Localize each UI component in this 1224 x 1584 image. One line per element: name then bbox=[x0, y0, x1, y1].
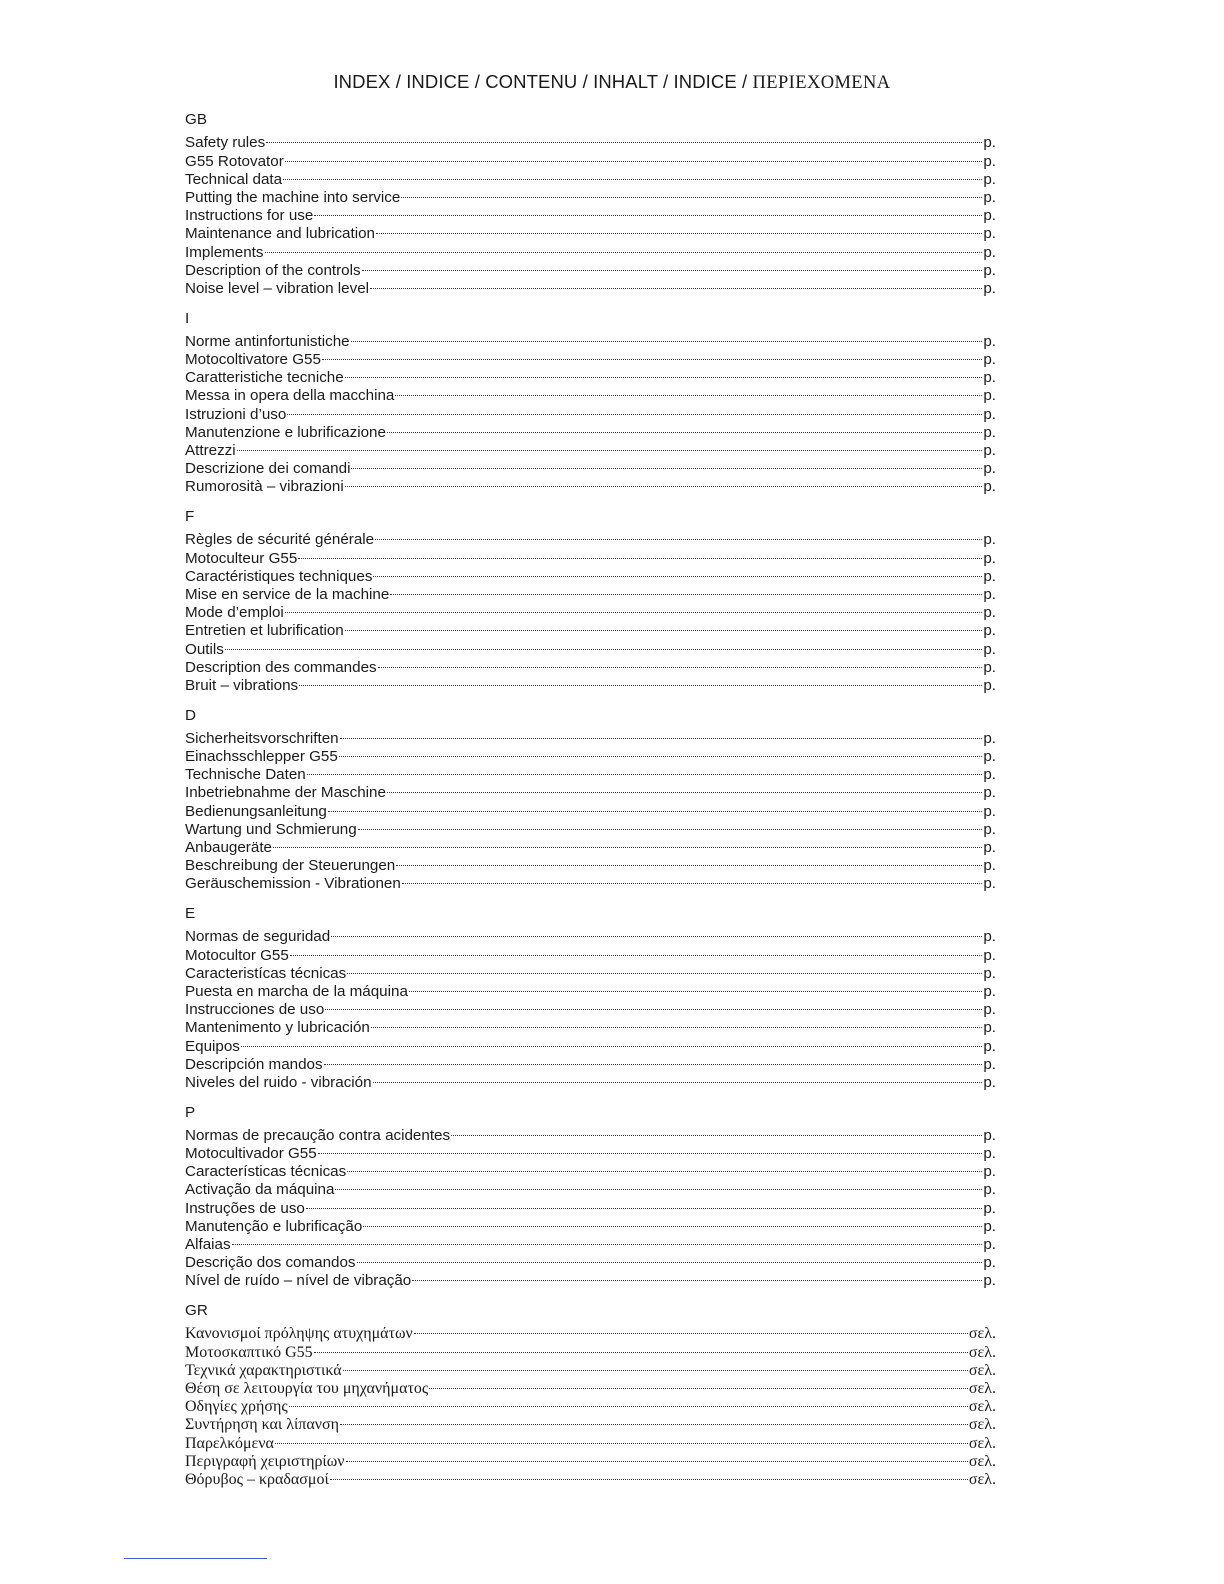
toc-entry-page-label: p. bbox=[983, 1073, 996, 1091]
dot-leader bbox=[298, 544, 982, 562]
dot-leader bbox=[451, 1122, 982, 1140]
toc-entry-title: G55 Rotovator bbox=[185, 152, 284, 170]
toc-entry-page-label: σελ. bbox=[968, 1434, 996, 1452]
toc-entry-title: Equipos bbox=[185, 1037, 240, 1055]
toc-entry-page-label: p. bbox=[983, 351, 996, 369]
toc-entry bbox=[185, 563, 996, 585]
dot-leader bbox=[357, 1249, 983, 1267]
toc-entry-page-label: p. bbox=[983, 1055, 996, 1073]
toc-entry-title: Alfaias bbox=[185, 1236, 231, 1253]
toc-entry-title: Technische Daten bbox=[185, 766, 306, 784]
dot-leader bbox=[299, 672, 982, 690]
toc-entry bbox=[185, 147, 996, 170]
toc-entry-page-label: p. bbox=[983, 1145, 996, 1163]
dot-leader bbox=[396, 852, 982, 870]
toc-entry bbox=[185, 779, 996, 802]
toc-entry bbox=[185, 400, 996, 423]
toc-entry-title: Θέση σε λειτουργία του μηχανήματος bbox=[185, 1379, 429, 1397]
toc-entry-page-label: p. bbox=[983, 622, 996, 640]
toc-entry-title: Instruções de uso bbox=[185, 1199, 305, 1217]
toc-entry-page-label: p. bbox=[983, 1181, 996, 1199]
toc-section-f bbox=[185, 508, 996, 707]
toc-entry bbox=[185, 1032, 996, 1055]
toc-entry bbox=[185, 419, 996, 441]
dot-leader bbox=[343, 1357, 968, 1375]
dot-leader bbox=[339, 743, 983, 761]
toc-entry-title: Instrucciones de uso bbox=[185, 1001, 325, 1019]
toc-entry-title: Norme antinfortunistiche bbox=[185, 332, 350, 350]
dot-leader bbox=[237, 437, 983, 455]
toc-entry-title: Outils bbox=[185, 640, 224, 658]
toc-entry-title: Activação da máquina bbox=[185, 1181, 335, 1199]
toc-entry-page-label: p. bbox=[983, 1001, 996, 1019]
toc-entry-title: Normas de precaução contra acidentes bbox=[185, 1126, 451, 1144]
page-title bbox=[0, 71, 1224, 94]
dot-leader bbox=[345, 617, 983, 635]
toc-entry-page-label: p. bbox=[983, 170, 996, 188]
toc-entry-title: Κανονισμοί πρόληψης ατυχημάτων bbox=[185, 1325, 413, 1343]
toc-entry-title: Παρελκόμενα bbox=[185, 1434, 274, 1452]
toc-entry bbox=[185, 852, 996, 875]
dot-leader bbox=[370, 275, 982, 293]
toc-entry-page-label: p. bbox=[983, 423, 996, 441]
table-of-contents bbox=[185, 111, 996, 1501]
dot-leader bbox=[289, 1393, 968, 1411]
dot-leader bbox=[412, 1267, 982, 1285]
toc-entry-page-label: p. bbox=[983, 766, 996, 784]
toc-entry-title: Maintenance and lubrication bbox=[185, 225, 375, 243]
toc-entry-title: Motocultor G55 bbox=[185, 946, 289, 964]
section-language-code: P bbox=[185, 1103, 196, 1121]
toc-entry-title: Geräuschemission - Vibrationen bbox=[185, 875, 401, 893]
toc-entry bbox=[185, 437, 996, 459]
toc-entry-title: Caracteristícas técnicas bbox=[185, 964, 347, 982]
dot-leader bbox=[318, 1140, 983, 1158]
toc-entry-title: Caratteristiche tecniche bbox=[185, 369, 344, 387]
dot-leader bbox=[373, 563, 982, 581]
toc-entry-title: Bruit – vibrations bbox=[185, 676, 299, 694]
dot-leader bbox=[273, 834, 982, 852]
toc-entry bbox=[185, 544, 996, 567]
toc-entry-title: Wartung und Schmierung bbox=[185, 820, 357, 838]
toc-entry bbox=[185, 1122, 996, 1144]
toc-section-e bbox=[185, 905, 996, 1104]
toc-entry-title: Οδηγίες χρήσης bbox=[185, 1398, 288, 1416]
toc-entry-page-label: p. bbox=[983, 261, 996, 279]
section-language-code: GR bbox=[185, 1302, 208, 1319]
toc-entry-page-label: p. bbox=[983, 567, 996, 585]
toc-entry-page-label: p. bbox=[983, 478, 996, 496]
toc-entry-page-label: p. bbox=[983, 152, 996, 170]
page-title-latin: INDEX / INDICE / CONTENU / INHALT / INDICE / bbox=[333, 71, 753, 92]
section-language-code: E bbox=[185, 905, 196, 922]
toc-entry-page-label: p. bbox=[983, 405, 996, 423]
toc-entry-title: Normas de seguridad bbox=[185, 928, 331, 946]
dot-leader bbox=[306, 1194, 982, 1212]
toc-entry-title: Istruzioni d’uso bbox=[185, 405, 287, 423]
toc-entry-page-label: p. bbox=[983, 207, 996, 225]
toc-entry bbox=[185, 725, 996, 747]
dot-leader bbox=[376, 220, 982, 238]
section-language-code: GB bbox=[185, 111, 207, 128]
toc-section-p bbox=[185, 1104, 996, 1303]
toc-entry-title: Συντήρηση και λίπανση bbox=[185, 1416, 339, 1434]
toc-entry-page-label: p. bbox=[983, 982, 996, 1000]
toc-entry bbox=[185, 328, 996, 350]
toc-entry-title: Mise en service de la machine bbox=[185, 585, 390, 603]
toc-entry bbox=[185, 761, 996, 784]
toc-entry bbox=[185, 1249, 996, 1272]
toc-entry-title: Anbaugeräte bbox=[185, 839, 272, 856]
dot-leader bbox=[351, 455, 982, 473]
toc-entry-page-label: σελ. bbox=[968, 1343, 996, 1361]
dot-leader bbox=[395, 382, 982, 400]
toc-entry-title: Τεχνικά χαρακτηριστικά bbox=[185, 1361, 342, 1379]
dot-leader bbox=[401, 184, 982, 202]
toc-entry-title: Puesta en marcha de la máquina bbox=[185, 982, 408, 1000]
toc-entry-title: Θόρυβος – κραδασμοί bbox=[185, 1470, 329, 1488]
toc-entry-page-label: p. bbox=[983, 802, 996, 820]
toc-entry-page-label: p. bbox=[983, 1126, 996, 1144]
toc-entry-page-label: p. bbox=[983, 585, 996, 603]
dot-leader bbox=[275, 1429, 968, 1447]
toc-entry bbox=[185, 617, 996, 640]
toc-section-gb bbox=[185, 111, 996, 310]
toc-entry bbox=[185, 257, 996, 279]
dot-leader bbox=[314, 202, 982, 220]
toc-entry-title: Περιγραφή χειριστηρίων bbox=[185, 1452, 345, 1470]
dot-leader bbox=[330, 1466, 968, 1484]
toc-entry-page-label: p. bbox=[983, 946, 996, 964]
dot-leader bbox=[351, 328, 983, 346]
toc-entry-page-label: σελ. bbox=[968, 1325, 996, 1343]
toc-entry-page-label: p. bbox=[983, 1199, 996, 1217]
toc-entry-page-label: p. bbox=[983, 134, 996, 152]
toc-section-i bbox=[185, 310, 996, 509]
dot-leader bbox=[409, 978, 982, 996]
toc-entry bbox=[185, 129, 996, 152]
toc-entry-title: Attrezzi bbox=[185, 442, 236, 459]
toc-entry bbox=[185, 526, 996, 549]
toc-entry-page-label: p. bbox=[983, 243, 996, 261]
toc-entry bbox=[185, 635, 996, 658]
toc-entry-title: Características técnicas bbox=[185, 1163, 347, 1181]
toc-entry bbox=[185, 238, 996, 261]
toc-entry-title: Descrizione dei comandi bbox=[185, 460, 351, 478]
toc-entry-title: Sicherheitsvorschriften bbox=[185, 729, 339, 747]
toc-entry-page-label: p. bbox=[983, 658, 996, 676]
toc-entry-title: Motoculteur G55 bbox=[185, 549, 298, 567]
section-language-code: I bbox=[185, 309, 190, 327]
toc-entry-title: Mode d’emploi bbox=[185, 604, 284, 622]
toc-entry-title: Nível de ruído – nível de vibração bbox=[185, 1272, 412, 1290]
toc-entry-page-label: p. bbox=[983, 1236, 996, 1253]
toc-entry-page-label: p. bbox=[983, 604, 996, 622]
toc-entry bbox=[185, 599, 996, 622]
toc-entry-page-label: σελ. bbox=[968, 1470, 996, 1488]
toc-entry-page-label: p. bbox=[983, 549, 996, 567]
dot-leader bbox=[285, 147, 983, 165]
toc-entry-title: Motocoltivatore G55 bbox=[185, 351, 321, 369]
toc-entry bbox=[185, 834, 996, 856]
toc-entry bbox=[185, 184, 996, 206]
toc-entry-title: Safety rules bbox=[185, 134, 266, 152]
toc-entry-page-label: σελ. bbox=[968, 1398, 996, 1416]
dot-leader bbox=[328, 797, 982, 815]
toc-entry bbox=[185, 1051, 996, 1073]
toc-entry-page-label: p. bbox=[983, 839, 996, 856]
toc-entry-page-label: p. bbox=[983, 387, 996, 405]
dot-leader bbox=[347, 960, 982, 978]
dot-leader bbox=[314, 1338, 968, 1356]
toc-entry-title: Caractéristiques techniques bbox=[185, 567, 373, 585]
toc-entry-page-label: p. bbox=[983, 1254, 996, 1272]
toc-entry-title: Mantenimento y lubricación bbox=[185, 1019, 370, 1037]
toc-entry bbox=[185, 1411, 996, 1434]
dot-leader bbox=[340, 725, 983, 743]
toc-entry bbox=[185, 1448, 996, 1470]
toc-entry-title: Messa in opera della macchina bbox=[185, 387, 395, 405]
toc-entry-title: Noise level – vibration level bbox=[185, 279, 370, 297]
toc-entry-page-label: σελ. bbox=[968, 1416, 996, 1434]
toc-entry-title: Bedienungsanleitung bbox=[185, 802, 327, 820]
toc-entry bbox=[185, 960, 996, 982]
dot-leader bbox=[307, 761, 983, 779]
dot-leader bbox=[324, 1051, 983, 1069]
dot-leader bbox=[362, 257, 983, 275]
dot-leader bbox=[241, 1032, 982, 1050]
dot-leader bbox=[287, 400, 982, 418]
toc-entry-page-label: σελ. bbox=[968, 1361, 996, 1379]
dot-leader bbox=[373, 1069, 983, 1087]
toc-entry-page-label: p. bbox=[983, 332, 996, 350]
toc-entry-title: Implements bbox=[185, 243, 264, 261]
toc-entry-page-label: p. bbox=[983, 460, 996, 478]
toc-entry-page-label: p. bbox=[983, 188, 996, 206]
toc-entry-page-label: p. bbox=[983, 640, 996, 658]
dot-leader bbox=[402, 870, 982, 888]
dot-leader bbox=[390, 581, 982, 599]
toc-entry-title: Einachsschlepper G55 bbox=[185, 748, 338, 766]
dot-leader bbox=[414, 1320, 968, 1338]
dot-leader bbox=[345, 364, 983, 382]
toc-entry-page-label: p. bbox=[983, 964, 996, 982]
dot-leader bbox=[232, 1231, 983, 1249]
toc-entry-title: Descripción mandos bbox=[185, 1055, 323, 1073]
dot-leader bbox=[290, 941, 982, 959]
dot-leader bbox=[387, 779, 982, 797]
toc-entry-title: Putting the machine into service bbox=[185, 188, 401, 206]
toc-entry-title: Technical data bbox=[185, 170, 283, 188]
toc-entry-title: Règles de sécurité générale bbox=[185, 531, 375, 549]
section-language-code: F bbox=[185, 508, 195, 525]
toc-entry bbox=[185, 1393, 996, 1416]
dot-leader bbox=[325, 996, 982, 1014]
toc-entry-page-label: p. bbox=[983, 442, 996, 459]
dot-leader bbox=[340, 1411, 968, 1429]
toc-entry-page-label: p. bbox=[983, 820, 996, 838]
dot-leader bbox=[347, 1158, 982, 1176]
dot-leader bbox=[371, 1014, 982, 1032]
toc-entry-title: Description des commandes bbox=[185, 658, 377, 676]
dot-leader bbox=[283, 166, 982, 184]
dot-leader bbox=[363, 1213, 982, 1231]
toc-entry-title: Manutenção e lubrificação bbox=[185, 1217, 363, 1235]
footnote-separator bbox=[124, 1558, 267, 1559]
toc-entry-page-label: p. bbox=[983, 1019, 996, 1037]
toc-entry bbox=[185, 455, 996, 478]
section-language-code: D bbox=[185, 706, 196, 724]
toc-entry-title: Descrição dos comandos bbox=[185, 1254, 356, 1272]
toc-entry-title: Rumorosità – vibrazioni bbox=[185, 478, 344, 496]
toc-entry-page-label: p. bbox=[983, 729, 996, 747]
dot-leader bbox=[345, 473, 983, 491]
toc-entry-page-label: p. bbox=[983, 676, 996, 694]
toc-entry bbox=[185, 1429, 996, 1452]
dot-leader bbox=[225, 635, 983, 653]
toc-entry-title: Entretien et lubrification bbox=[185, 622, 344, 640]
toc-entry-title: Instructions for use bbox=[185, 207, 314, 225]
toc-entry-page-label: p. bbox=[983, 748, 996, 766]
dot-leader bbox=[265, 238, 983, 256]
toc-entry-page-label: p. bbox=[983, 928, 996, 946]
toc-entry-page-label: p. bbox=[983, 1217, 996, 1235]
dot-leader bbox=[375, 526, 982, 544]
toc-entry-title: Μοτοσκαπτικό G55 bbox=[185, 1343, 313, 1361]
toc-entry bbox=[185, 923, 996, 946]
toc-entry bbox=[185, 1194, 996, 1217]
toc-entry-title: Inbetriebnahme der Maschine bbox=[185, 784, 386, 802]
toc-entry-page-label: p. bbox=[983, 531, 996, 549]
dot-leader bbox=[266, 129, 982, 147]
dot-leader bbox=[358, 816, 983, 834]
dot-leader bbox=[346, 1448, 968, 1466]
toc-entry-title: Niveles del ruido - vibración bbox=[185, 1073, 372, 1091]
toc-entry bbox=[185, 1320, 996, 1343]
toc-entry-title: Motocultivador G55 bbox=[185, 1145, 317, 1163]
toc-entry bbox=[185, 1231, 996, 1253]
toc-entry-page-label: p. bbox=[983, 1037, 996, 1055]
toc-entry-title: Beschreibung der Steuerungen bbox=[185, 857, 396, 875]
dot-leader bbox=[331, 923, 982, 941]
toc-entry-title: Description of the controls bbox=[185, 261, 361, 279]
dot-leader bbox=[378, 654, 983, 672]
page-title-greek: ΠΕΡΙΕΧΟΜΕΝΑ bbox=[752, 73, 891, 93]
dot-leader bbox=[429, 1375, 968, 1393]
toc-entry bbox=[185, 672, 996, 694]
toc-section-d bbox=[185, 707, 996, 906]
toc-entry-page-label: σελ. bbox=[968, 1452, 996, 1470]
toc-entry-page-label: p. bbox=[983, 279, 996, 297]
toc-entry bbox=[185, 1213, 996, 1235]
toc-entry-page-label: p. bbox=[983, 369, 996, 387]
toc-entry-page-label: p. bbox=[983, 784, 996, 802]
toc-entry-page-label: p. bbox=[983, 225, 996, 243]
toc-entry bbox=[185, 166, 996, 188]
toc-entry-page-label: p. bbox=[983, 1163, 996, 1181]
toc-entry-title: Manutenzione e lubrificazione bbox=[185, 423, 386, 441]
toc-entry-page-label: p. bbox=[983, 857, 996, 875]
toc-section-gr bbox=[185, 1302, 996, 1501]
toc-entry-page-label: σελ. bbox=[968, 1379, 996, 1397]
dot-leader bbox=[335, 1176, 982, 1194]
toc-entry bbox=[185, 654, 996, 676]
dot-leader bbox=[285, 599, 983, 617]
toc-entry bbox=[185, 941, 996, 964]
dot-leader bbox=[387, 419, 982, 437]
toc-entry-page-label: p. bbox=[983, 875, 996, 893]
toc-entry-page-label: p. bbox=[983, 1272, 996, 1290]
dot-leader bbox=[322, 346, 982, 364]
